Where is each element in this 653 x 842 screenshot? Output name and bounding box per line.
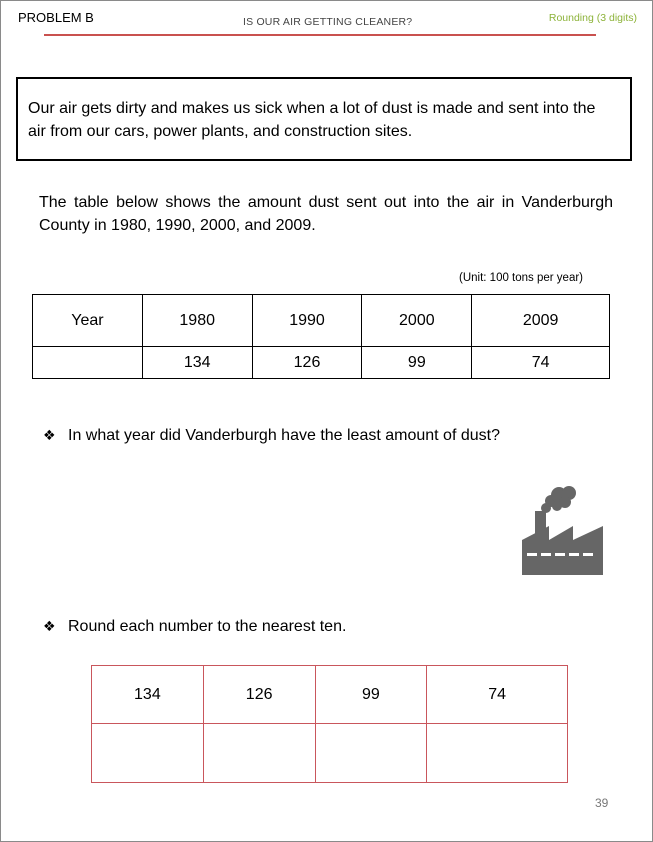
year-header-cell: Year: [33, 295, 143, 347]
question-text: Round each number to the nearest ten.: [68, 618, 347, 635]
dust-table-header-row: [33, 295, 610, 347]
dust-value-cell: 134: [142, 347, 252, 379]
table-intro-text: The table below shows the amount dust sent out into the air in Vanderburgh County in 1980, 1990, 2000, and 2009.: [39, 194, 613, 234]
intro-box: [16, 77, 632, 161]
rounding-value-cell: 99: [315, 666, 427, 724]
question-text: In what year did Vanderburgh have the least amount of dust?: [68, 427, 500, 444]
intro-text: Our air gets dirty and makes us sick when a lot of dust is made and sent into the air from our cars, power plants, and construction sites.: [28, 100, 596, 140]
rounding-answer-row: [92, 724, 568, 783]
rounding-value-row: [92, 666, 568, 724]
topic-label: Rounding (3 digits): [548, 12, 637, 24]
diamond-bullet-icon: ❖: [43, 427, 56, 443]
factory-icon: [519, 484, 605, 576]
rounding-value-cell: 134: [92, 666, 204, 724]
rounding-value-cell: 126: [203, 666, 315, 724]
question-round: [43, 618, 346, 636]
rounding-value-cell: 74: [427, 666, 568, 724]
rounding-table: [91, 665, 568, 783]
empty-label-cell: [33, 347, 143, 379]
dust-value-cell: 74: [472, 347, 610, 379]
dust-table-value-row: [33, 347, 610, 379]
unit-note: (Unit: 100 tons per year): [459, 272, 584, 284]
problem-label: PROBLEM B: [18, 10, 94, 25]
year-cell: 1990: [252, 295, 362, 347]
answer-cell[interactable]: [92, 724, 204, 783]
answer-cell[interactable]: [427, 724, 568, 783]
dust-table: [32, 294, 610, 379]
answer-cell[interactable]: [315, 724, 427, 783]
dust-value-cell: 99: [362, 347, 472, 379]
year-cell: 2009: [472, 295, 610, 347]
header-divider: [44, 34, 596, 36]
answer-cell[interactable]: [203, 724, 315, 783]
dust-value-cell: 126: [252, 347, 362, 379]
page-number: 39: [595, 796, 609, 810]
worksheet-title: IS OUR AIR GETTING CLEANER?: [243, 16, 413, 28]
diamond-bullet-icon: ❖: [43, 618, 56, 634]
year-cell: 1980: [142, 295, 252, 347]
question-least-dust: [43, 427, 500, 445]
year-cell: 2000: [362, 295, 472, 347]
